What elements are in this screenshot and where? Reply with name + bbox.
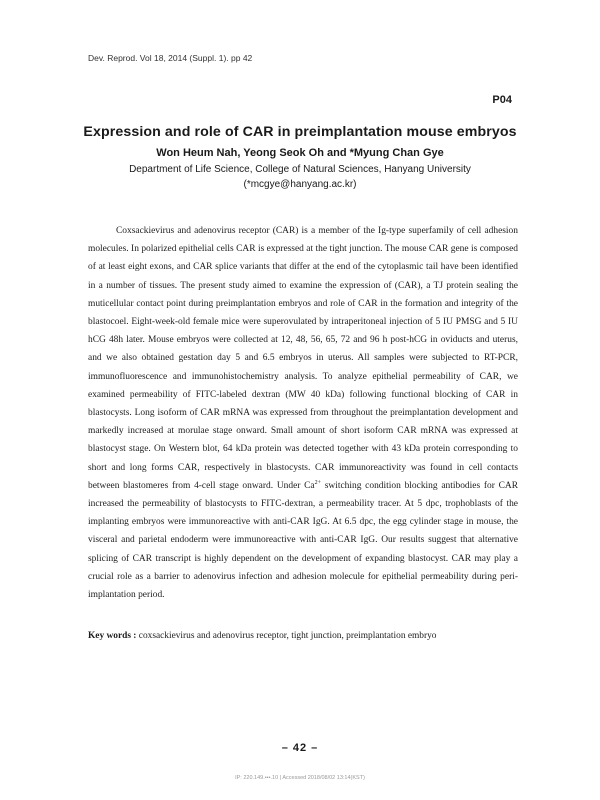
corresponding-email: (*mcgye@hanyang.ac.kr) [243, 179, 357, 190]
page-number: – 42 – [281, 742, 319, 754]
journal-reference: Dev. Reprod. Vol 18, 2014 (Suppl. 1). pp 42 [88, 53, 253, 63]
abstract-text-part1: Coxsackievirus and adenovirus receptor (CAR) is a member of the Ig-type superfamily of cell adhesion molecules. In polarized epithelial cells CAR is expressed at the tight junction. The mouse CAR gene is composed of at least eight exons, and CAR splice variants that differ at the end of the cytoplasmic tail have been identified in a number of tissues. The present study aimed to examine the expression of (CAR), a TJ protein sealing the muticellular contact point during preimplantation embryos and role of CAR in the formation and integrity of the blastocoel. Eight-week-old female mice were superovulated by intraperitoneal injection of 5 IU PMSG and 5 IU hCG 48h later. Mouse embryos were collected at 12, 48, 56, 65, 72 and 96 h post-hCG in oviducts and uterus, and we also obtained gestation day 5 and 6.5 embryos in uterus. All samples were subjected to RT-PCR, immunofluorescence and immunohistochemistry analysis. To analyze epithelial permeability of CAR, we examined permeability of FITC-labeled dextran (MW 40 kDa) following functional blocking of CAR in blastocysts. Long isoform of CAR mRNA was expressed from throughout the preimplantation development and markedly increased at morulae stage onward. Small amount of short isoform CAR mRNA was expressed at blastocyst stage. On Western blot, 64 kDa protein was detected together with 43 kDa protein corresponding to short and long forms CAR, respectively in blastocysts. CAR immunoreactivity was found in cell contacts between blastomeres from 4-cell stage onward. Under Ca [88, 226, 518, 491]
calcium-charge-superscript: 2+ [314, 479, 322, 486]
keywords-text: coxsackievirus and adenovirus receptor, tight junction, preimplantation embryo [138, 631, 437, 641]
abstract-paragraph [88, 222, 518, 604]
access-watermark: IP: 220.149.•••.10 | Accessed 2018/08/02 13:14(KST) [235, 775, 365, 781]
abstract-text-part2: switching condition blocking antibodies for CAR increased the permeability of blastocysts to FITC-dextran, a permeability tracer. At 5 dpc, trophoblasts of the implanting embryos were immunoreactive with anti-CAR IgG. At 6.5 dpc, the egg cylinder stage in mouse, the visceral and parietal endoderm were immunoreactive with anti-CAR IgG. Our results suggest that alternative splicing of CAR transcript is highly dependent on the development of expanding blastocyst. CAR may play a crucial role as a barrier to adenovirus infection and adhesion molecule for epithelial permeability during peri-implantation period. [88, 480, 519, 601]
author-list: Won Heum Nah, Yeong Seok Oh and *Myung Chan Gye [156, 147, 444, 159]
title-block [60, 124, 540, 194]
affiliation: Department of Life Science, College of Natural Sciences, Hanyang University [129, 164, 471, 175]
keywords-line [88, 631, 518, 641]
poster-code: P04 [492, 94, 512, 106]
keywords-label: Key words : [88, 631, 137, 641]
article-title: Expression and role of CAR in preimplantation mouse embryos [83, 124, 517, 140]
